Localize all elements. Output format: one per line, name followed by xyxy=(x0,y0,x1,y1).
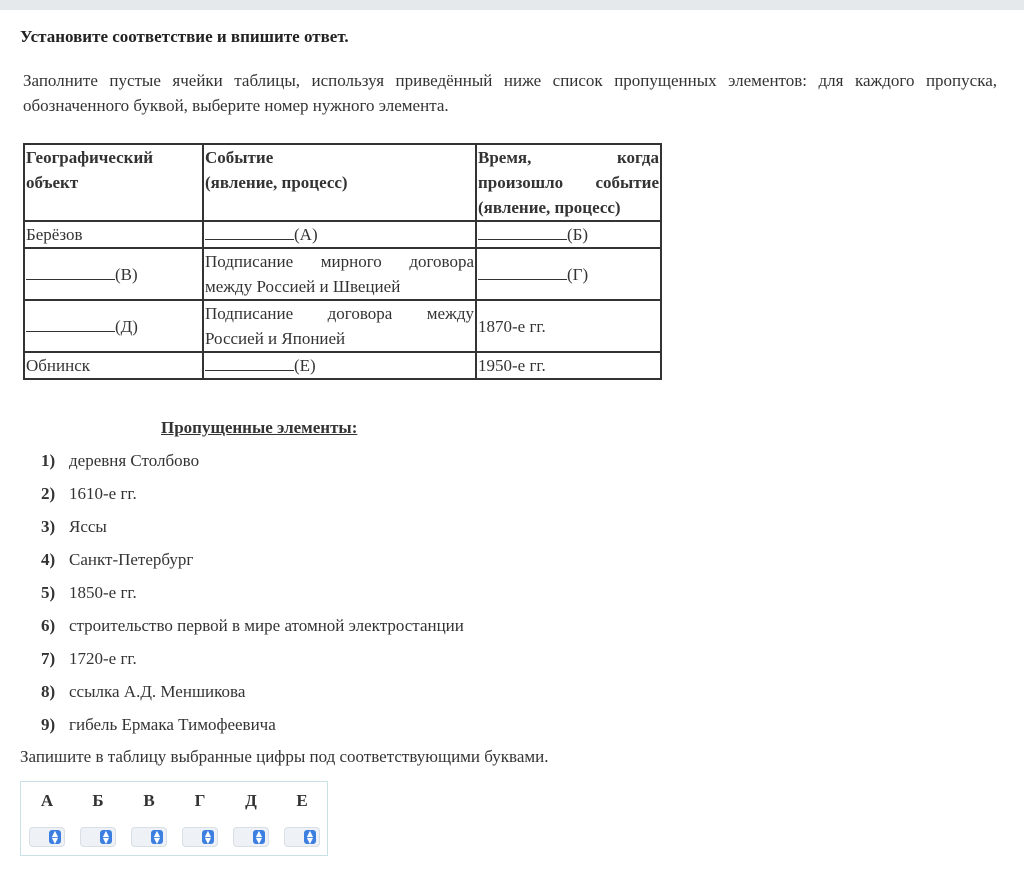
cell-time: 1870-е гг. xyxy=(476,300,661,352)
cell-time-blank: (Г) xyxy=(476,248,661,300)
answer-select-b[interactable] xyxy=(80,827,116,847)
blank-line xyxy=(26,262,115,280)
answer-letter-v: В xyxy=(143,791,155,810)
cell-event-blank: (Е) xyxy=(203,352,476,379)
table-row xyxy=(24,300,661,352)
top-bar xyxy=(0,0,1024,10)
answer-select-e[interactable] xyxy=(284,827,320,847)
answer-table xyxy=(20,781,328,856)
list-item: 4) Санкт-Петербург xyxy=(41,550,194,569)
cell-event-blank: (А) xyxy=(203,221,476,248)
table-row xyxy=(24,221,661,248)
matching-table xyxy=(23,143,662,380)
header-event: Событие (явление, процесс) xyxy=(203,144,476,221)
cell-event: Подписание договора между Россией и Японией xyxy=(203,300,476,352)
list-item: 1) деревня Столбово xyxy=(41,451,200,470)
cell-event: Подписание мирного договора между Россией и Швецией xyxy=(203,248,476,300)
list-item: 2) 1610-е гг. xyxy=(41,484,137,503)
table-header-row xyxy=(24,144,661,221)
updown-chevron-icon: ▲ ▼ xyxy=(202,830,214,844)
header-geo: Географический объект xyxy=(24,144,203,221)
answer-letter-b: Б xyxy=(92,791,104,810)
updown-chevron-icon: ▲ ▼ xyxy=(253,830,265,844)
answer-letter-d: Д xyxy=(245,791,257,810)
table-row xyxy=(24,248,661,300)
blank-line xyxy=(205,353,294,371)
cell-geo: Обнинск xyxy=(24,352,203,379)
blank-line xyxy=(478,262,567,280)
updown-chevron-icon: ▲ ▼ xyxy=(49,830,61,844)
list-item: 3) Яссы xyxy=(41,517,107,536)
cell-geo-blank: (В) xyxy=(24,248,203,300)
answer-instruction: Запишите в таблицу выбранные цифры под соответствующими буквами. xyxy=(20,747,549,766)
cell-geo: Берёзов xyxy=(24,221,203,248)
list-item: 9) гибель Ермака Тимофеевича xyxy=(41,715,276,734)
missing-elements-title: Пропущенные элементы: xyxy=(161,418,358,437)
list-item: 6) строительство первой в мире атомной электростанции xyxy=(41,616,464,635)
cell-geo-blank: (Д) xyxy=(24,300,203,352)
cell-time: 1950-е гг. xyxy=(476,352,661,379)
updown-chevron-icon: ▲ ▼ xyxy=(304,830,316,844)
blank-line xyxy=(205,222,294,240)
list-item: 7) 1720-е гг. xyxy=(41,649,137,668)
answer-letter-g: Г xyxy=(194,791,206,810)
updown-chevron-icon: ▲ ▼ xyxy=(100,830,112,844)
list-item: 5) 1850-е гг. xyxy=(41,583,137,602)
answer-select-g[interactable] xyxy=(182,827,218,847)
updown-chevron-icon: ▲ ▼ xyxy=(151,830,163,844)
task-instruction: Заполните пустые ячейки таблицы, используя приведённый ниже список пропущенных элементов: для каждого пропуска, обозначенного буквой, выберите номер нужного элемента. xyxy=(23,71,997,115)
table-row xyxy=(24,352,661,379)
blank-line xyxy=(478,222,567,240)
answer-select-a[interactable] xyxy=(29,827,65,847)
answer-letter-a: А xyxy=(40,791,54,810)
answer-letter-e: Е xyxy=(296,791,308,810)
blank-line xyxy=(26,314,115,332)
cell-time-blank: (Б) xyxy=(476,221,661,248)
answer-select-v[interactable] xyxy=(131,827,167,847)
task-title: Установите соответствие и впишите ответ. xyxy=(20,27,349,46)
header-time: Время, когда произошло событие (явление, процесс) xyxy=(476,144,661,221)
list-item: 8) ссылка А.Д. Меншикова xyxy=(41,682,246,701)
answer-select-d[interactable] xyxy=(233,827,269,847)
